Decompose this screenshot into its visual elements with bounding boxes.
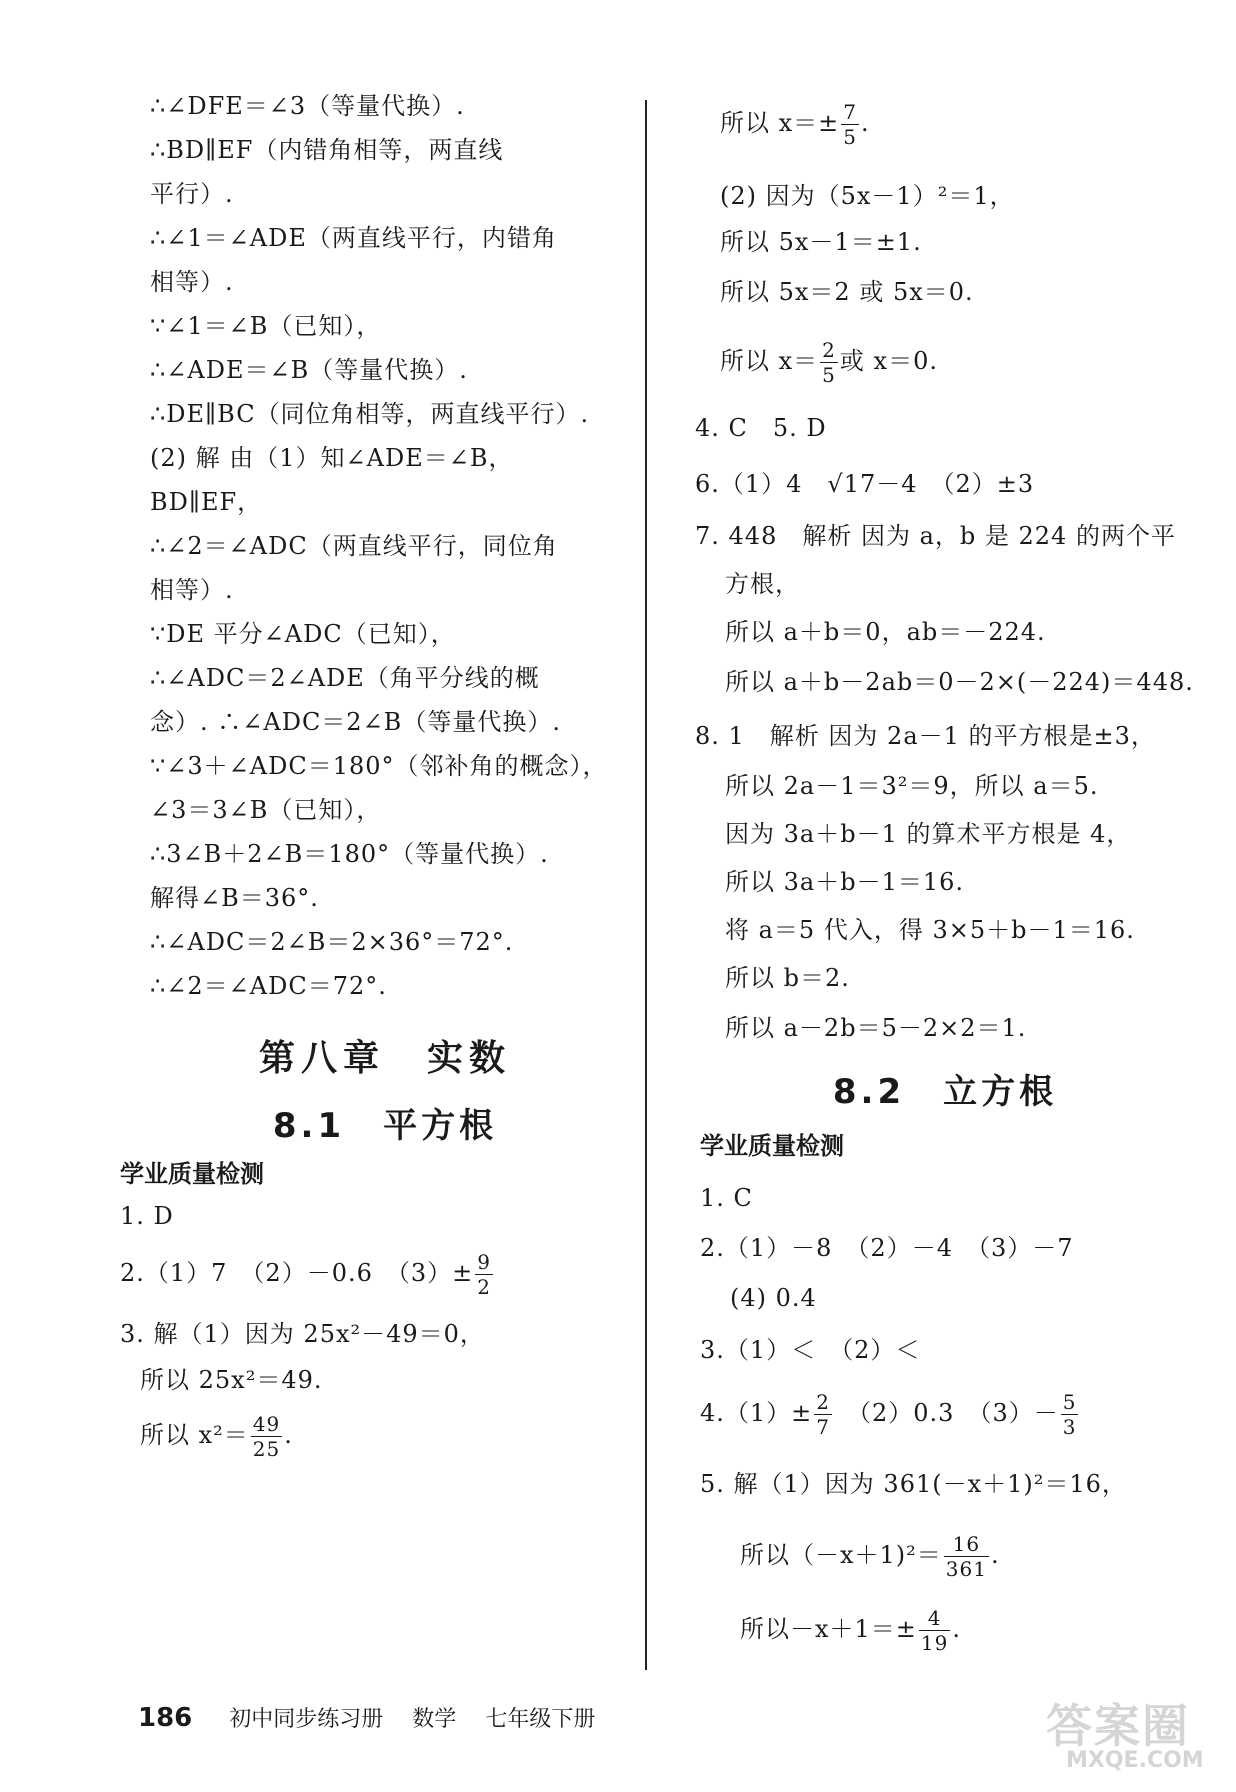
answer-text: 2.（1）7 （2）－0.6 （3）± <box>120 1259 474 1287</box>
numerator: 2 <box>816 1390 831 1414</box>
text-line: ∴∠1＝∠ADE（两直线平行，内错角 <box>150 224 557 252</box>
answer-line: 所以 a－2b＝5－2×2＝1. <box>725 1014 1027 1042</box>
text-line: ∴∠2＝∠ADC（两直线平行，同位角 <box>150 532 558 560</box>
answer-line <box>700 1390 1080 1439</box>
page-footer <box>138 1702 617 1733</box>
numerator: 4 <box>919 1606 950 1631</box>
answer-text: 所以 x＝ <box>720 347 819 375</box>
fraction <box>1061 1390 1079 1439</box>
fraction <box>944 1532 989 1581</box>
answer-text: . <box>952 1615 962 1643</box>
denominator: 2 <box>477 1275 491 1299</box>
answer-line: 所以 25x²＝49. <box>140 1366 323 1394</box>
answer-text: 所以 x＝± <box>720 109 840 137</box>
fraction <box>820 338 838 387</box>
answer-line: 所以 b＝2. <box>725 964 850 992</box>
fraction <box>814 1390 832 1439</box>
denominator: 361 <box>945 1557 987 1581</box>
answer-line <box>740 1606 961 1655</box>
answer-line: 2.（1）－8 （2）－4 （3）－7 <box>700 1234 1074 1262</box>
text-line: 相等）. <box>150 576 234 604</box>
denominator: 25 <box>252 1437 281 1461</box>
denominator: 19 <box>920 1631 949 1655</box>
denominator: 5 <box>843 125 858 149</box>
text-line: 解得∠B＝36°. <box>150 884 319 912</box>
answer-line: 所以 5x－1＝±1. <box>720 228 922 256</box>
sub-title: 学业质量检测 <box>120 1160 264 1188</box>
fraction <box>919 1606 950 1655</box>
answer-text: . <box>990 1541 1000 1569</box>
answer-line: 所以 3a＋b－1＝16. <box>725 868 965 896</box>
answer-line: 7. 448 解析 因为 a，b 是 224 的两个平 <box>695 522 1176 550</box>
answer-text: 所以－x＋1＝± <box>740 1615 917 1643</box>
answer-line: 6.（1）4 √17－4 （2）±3 <box>695 470 1035 498</box>
answer-line: 所以 a＋b－2ab＝0－2×(－224)＝448. <box>725 668 1194 696</box>
denominator: 3 <box>1062 1415 1077 1439</box>
answer-line: 3. 解（1）因为 25x²－49＝0， <box>120 1320 485 1348</box>
answer-line: 所以 5x＝2 或 5x＝0. <box>720 278 974 306</box>
numerator: 49 <box>252 1412 281 1436</box>
text-line: ∴∠ADC＝2∠B＝2×36°＝72°. <box>150 928 514 956</box>
answer-line: 4. C 5. D <box>695 414 827 442</box>
numerator: 9 <box>477 1250 491 1274</box>
answer-text: 所以（－x＋1)²＝ <box>740 1541 942 1569</box>
answer-text: 所以 x²＝ <box>140 1421 249 1449</box>
watermark-url: MXQE.COM <box>1066 1748 1204 1773</box>
fraction <box>251 1412 282 1461</box>
fraction <box>841 100 859 149</box>
text-line: ∵∠3＋∠ADC＝180°（邻补角的概念）， <box>150 752 608 780</box>
subject-label: 数学 <box>412 1707 457 1732</box>
page-number: 186 <box>138 1703 193 1733</box>
answer-line <box>720 338 938 387</box>
answer-text: . <box>284 1421 293 1449</box>
answer-line: 8. 1 解析 因为 2a－1 的平方根是±3， <box>695 722 1156 750</box>
answer-text: . <box>861 109 870 137</box>
grade-label: 七年级下册 <box>485 1707 596 1732</box>
text-line: BD∥EF， <box>150 488 263 516</box>
column-divider <box>645 100 647 1670</box>
text-line: (2) 解 由（1）知∠ADE＝∠B， <box>150 444 514 472</box>
text-line: ∵DE 平分∠ADC（已知）， <box>150 620 456 648</box>
denominator: 5 <box>822 363 836 387</box>
text-line: 平行）. <box>150 180 234 208</box>
answer-line: 1. D <box>120 1202 174 1230</box>
answer-line: 3.（1）＜ （2）＜ <box>700 1336 921 1364</box>
answer-line: 因为 3a＋b－1 的算术平方根是 4， <box>725 820 1132 848</box>
answer-line: 方根， <box>725 570 800 598</box>
answer-line: (4) 0.4 <box>730 1284 817 1312</box>
answer-line <box>740 1532 1000 1581</box>
section-title: 8.2 立方根 <box>832 1072 1058 1112</box>
answer-text: 或 x＝0. <box>839 347 938 375</box>
answer-line: 5. 解（1）因为 361(－x＋1)²＝16， <box>700 1470 1127 1498</box>
sub-title: 学业质量检测 <box>700 1132 844 1160</box>
answer-line: 所以 a＋b＝0，ab＝－224. <box>725 618 1046 646</box>
numerator: 16 <box>944 1532 989 1557</box>
answer-text: （2）0.3 （3）－ <box>834 1399 1059 1427</box>
text-line: ∠3＝3∠B（已知）， <box>150 796 382 824</box>
answer-text: 4.（1）± <box>700 1399 813 1427</box>
numerator: 7 <box>843 100 858 124</box>
text-line: ∴∠ADC＝2∠ADE（角平分线的概 <box>150 664 540 692</box>
chapter-title: 第八章 实数 <box>258 1038 511 1079</box>
answer-line: 1. C <box>700 1184 753 1212</box>
answer-line <box>140 1412 293 1461</box>
answer-line <box>720 100 870 149</box>
text-line: ∴DE∥BC（同位角相等，两直线平行）. <box>150 400 590 428</box>
text-line: 念）. ∴∠ADC＝2∠B（等量代换）. <box>150 708 561 736</box>
section-title: 8.1 平方根 <box>272 1106 498 1146</box>
text-line: ∴∠ADE＝∠B（等量代换）. <box>150 356 468 384</box>
book-title: 初中同步练习册 <box>229 1707 384 1732</box>
answer-line: (2) 因为（5x－1）²＝1， <box>720 182 1015 210</box>
fraction <box>475 1250 493 1299</box>
text-line: ∴3∠B＋2∠B＝180°（等量代换）. <box>150 840 549 868</box>
text-line: ∴BD∥EF（内错角相等，两直线 <box>150 136 504 164</box>
text-line: ∴∠2＝∠ADC＝72°. <box>150 972 387 1000</box>
numerator: 5 <box>1062 1390 1077 1414</box>
numerator: 2 <box>822 338 836 362</box>
text-line: ∴∠DFE＝∠3（等量代换）. <box>150 92 465 120</box>
denominator: 7 <box>816 1415 831 1439</box>
text-line: ∵∠1＝∠B（已知）， <box>150 312 382 340</box>
watermark-text: 答案圈 <box>1046 1699 1190 1753</box>
watermark-logo <box>1046 1690 1204 1782</box>
answer-line: 将 a＝5 代入，得 3×5＋b－1＝16. <box>725 916 1135 944</box>
answer-line: 所以 2a－1＝3²＝9，所以 a＝5. <box>725 772 1099 800</box>
text-line: 相等）. <box>150 268 234 296</box>
answer-line <box>120 1250 495 1299</box>
